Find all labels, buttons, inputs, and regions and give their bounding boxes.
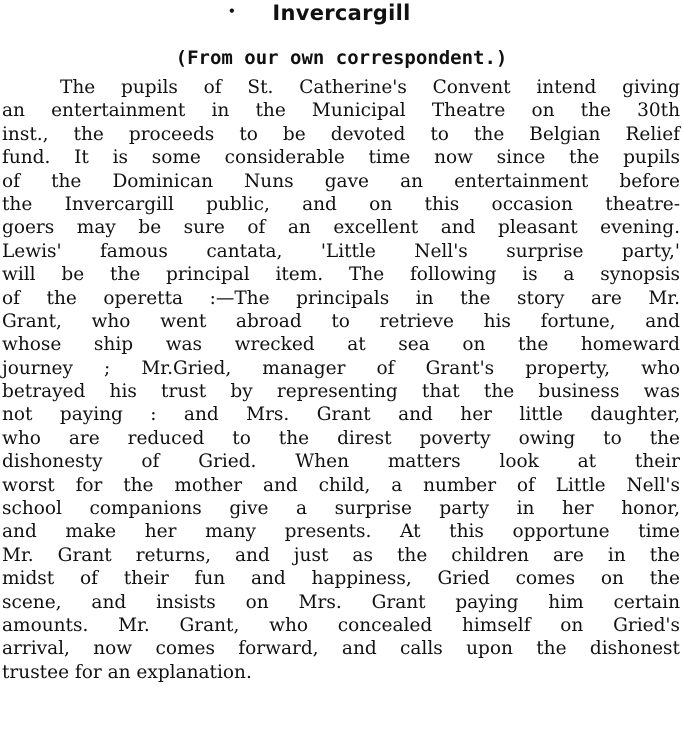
body-line: and make her many presents. At this opportune time [2, 521, 680, 543]
body-line: journey ; Mr.Gried, manager of Grant's property, who [2, 357, 680, 379]
body-line: inst., the proceeds to be devoted to the Belgian Relief [2, 123, 680, 145]
body-line: will be the principal item. The following is a synopsis [2, 264, 680, 286]
body-line: of the operetta :—The principals in the story are Mr. [2, 287, 680, 309]
body-line: school companions give a surprise party in her honor, [2, 498, 680, 520]
article-subtitle: (From our own correspondent.) [175, 47, 508, 69]
body-line: worst for the mother and child, a number of Little Nell's [2, 474, 680, 496]
body-line: trustee for an explanation. [2, 661, 252, 683]
heading-row [0, 0, 683, 30]
body-line: an entertainment in the Municipal Theatre on the 30th [2, 100, 680, 122]
body-line: The pupils of St. Catherine's Convent intend giving [60, 77, 680, 98]
body-line: goers may be sure of an excellent and pleasant evening. [2, 217, 680, 239]
body-line: betrayed his trust by representing that the business was [2, 381, 680, 403]
body-line: arrival, now comes forward, and calls upon the dishonest [2, 638, 680, 660]
body-line: fund. It is some considerable time now since the pupils [2, 147, 680, 169]
body-line: whose ship was wrecked at sea on the homeward [2, 334, 680, 356]
bullet-mark: • [228, 4, 236, 18]
body-line: Mr. Grant returns, and just as the children are in the [2, 544, 680, 566]
body-line: the Invercargill public, and on this occasion theatre- [2, 193, 680, 215]
body-line: Grant, who went abroad to retrieve his fortune, and [2, 310, 680, 332]
body-line: not paying : and Mrs. Grant and her little daughter, [2, 404, 680, 426]
body-line: amounts. Mr. Grant, who concealed himself on Gried's [2, 614, 680, 636]
body-line: scene, and insists on Mrs. Grant paying him certain [2, 591, 680, 613]
body-line: dishonesty of Gried. When matters look at their [2, 451, 680, 473]
body-line: of the Dominican Nuns gave an entertainment before [2, 170, 680, 192]
body-line: who are reduced to the direst poverty owing to the [2, 427, 680, 449]
article-title: Invercargill [272, 1, 411, 25]
article-body [2, 76, 680, 684]
body-line: midst of their fun and happiness, Gried comes on the [2, 568, 680, 590]
body-line: Lewis' famous cantata, 'Little Nell's surprise party,' [2, 240, 680, 262]
